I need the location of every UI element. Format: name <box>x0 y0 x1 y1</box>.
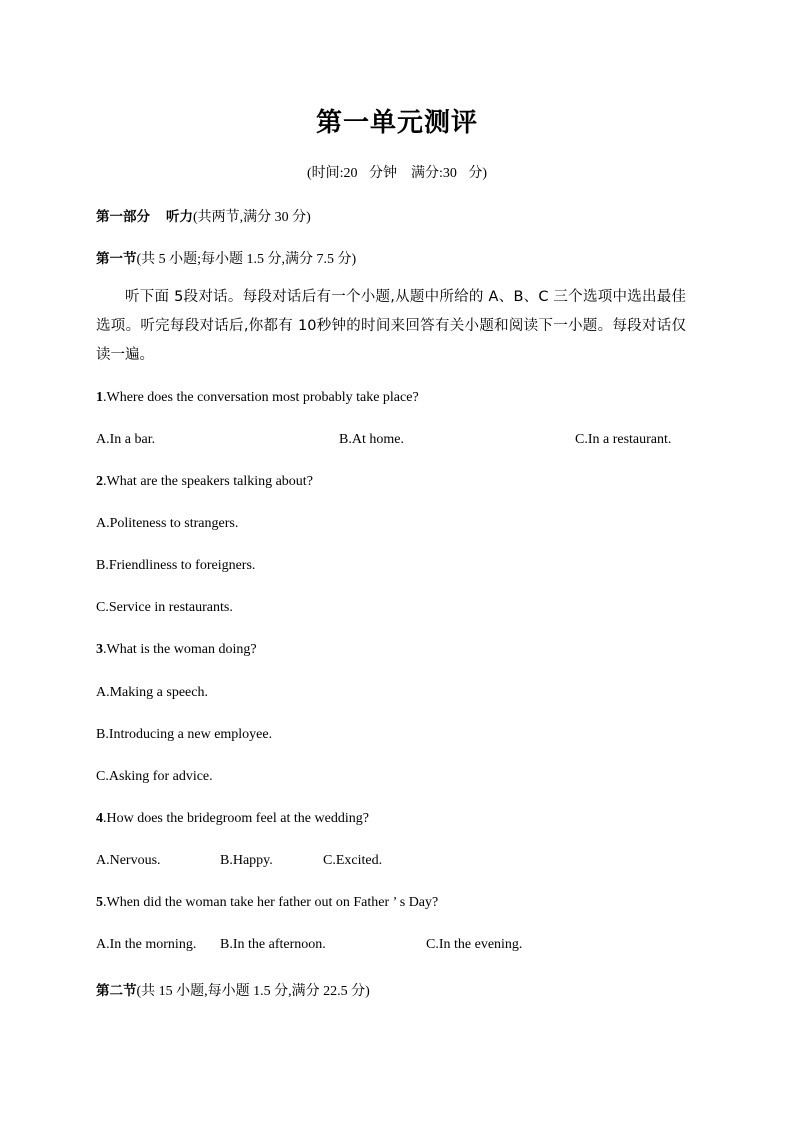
q2-option-a: A.Politeness to strangers. <box>96 516 239 531</box>
question-text: .Where does the conversation most probably take place? <box>103 390 419 405</box>
q4-option-c: C.Excited. <box>323 853 383 868</box>
q3-option-a: A.Making a speech. <box>96 685 208 700</box>
q3-option-c: C.Asking for advice. <box>96 769 213 784</box>
question-text: .How does the bridegroom feel at the wedding? <box>103 811 369 826</box>
q2-option-b: B.Friendliness to foreigners. <box>96 558 256 573</box>
question-number: 2 <box>96 474 103 489</box>
q4-option-b: B.Happy. <box>220 853 273 868</box>
question-text: .When did the woman take her father out on Father ’ s Day? <box>103 895 439 910</box>
q5-option-c: C.In the evening. <box>426 937 523 952</box>
question-2 <box>96 474 313 490</box>
question-number: 3 <box>96 642 103 657</box>
part1-note: (共两节,满分 30 分) <box>193 210 311 225</box>
q5-option-a: A.In the morning. <box>96 937 197 952</box>
question-4 <box>96 811 369 827</box>
part1-name: 听力 <box>166 209 193 225</box>
section2-note: (共 15 小题,每小题 1.5 分,满分 22.5 分) <box>136 984 370 999</box>
page-title: 第一单元测评 <box>315 108 478 138</box>
section2-label: 第二节 <box>96 983 137 999</box>
question-5 <box>96 895 438 911</box>
question-number: 5 <box>96 895 103 910</box>
instructions: 听下面 5段对话。每段对话后有一个小题,从题中所给的 A、B、C 三个选项中选出最佳选项。听完每段对话后,你都有 10秒钟的时间来回答有关小题和阅读下一小题。每段对话仅读一遍。 <box>96 289 686 363</box>
part1-heading <box>96 205 311 226</box>
question-3 <box>96 642 257 658</box>
q5-option-b: B.In the afternoon. <box>220 937 326 952</box>
q2-option-c: C.Service in restaurants. <box>96 600 233 615</box>
question-number: 1 <box>96 390 103 405</box>
question-1 <box>96 390 419 406</box>
q1-option-a: A.In a bar. <box>96 432 156 447</box>
part1-label: 第一部分 <box>96 209 150 225</box>
section2-heading <box>96 979 370 1000</box>
question-number: 4 <box>96 811 103 826</box>
section1-heading <box>96 247 356 268</box>
q1-option-c: C.In a restaurant. <box>575 432 672 447</box>
q4-option-a: A.Nervous. <box>96 853 161 868</box>
q1-option-b: B.At home. <box>339 432 404 447</box>
section1-label: 第一节 <box>96 251 137 267</box>
section1-note: (共 5 小题;每小题 1.5 分,满分 7.5 分) <box>136 252 357 267</box>
question-text: .What are the speakers talking about? <box>103 474 313 489</box>
q3-option-b: B.Introducing a new employee. <box>96 727 273 742</box>
question-text: .What is the woman doing? <box>103 642 257 657</box>
exam-info: (时间:20 分钟 满分:30 分) <box>306 166 488 181</box>
